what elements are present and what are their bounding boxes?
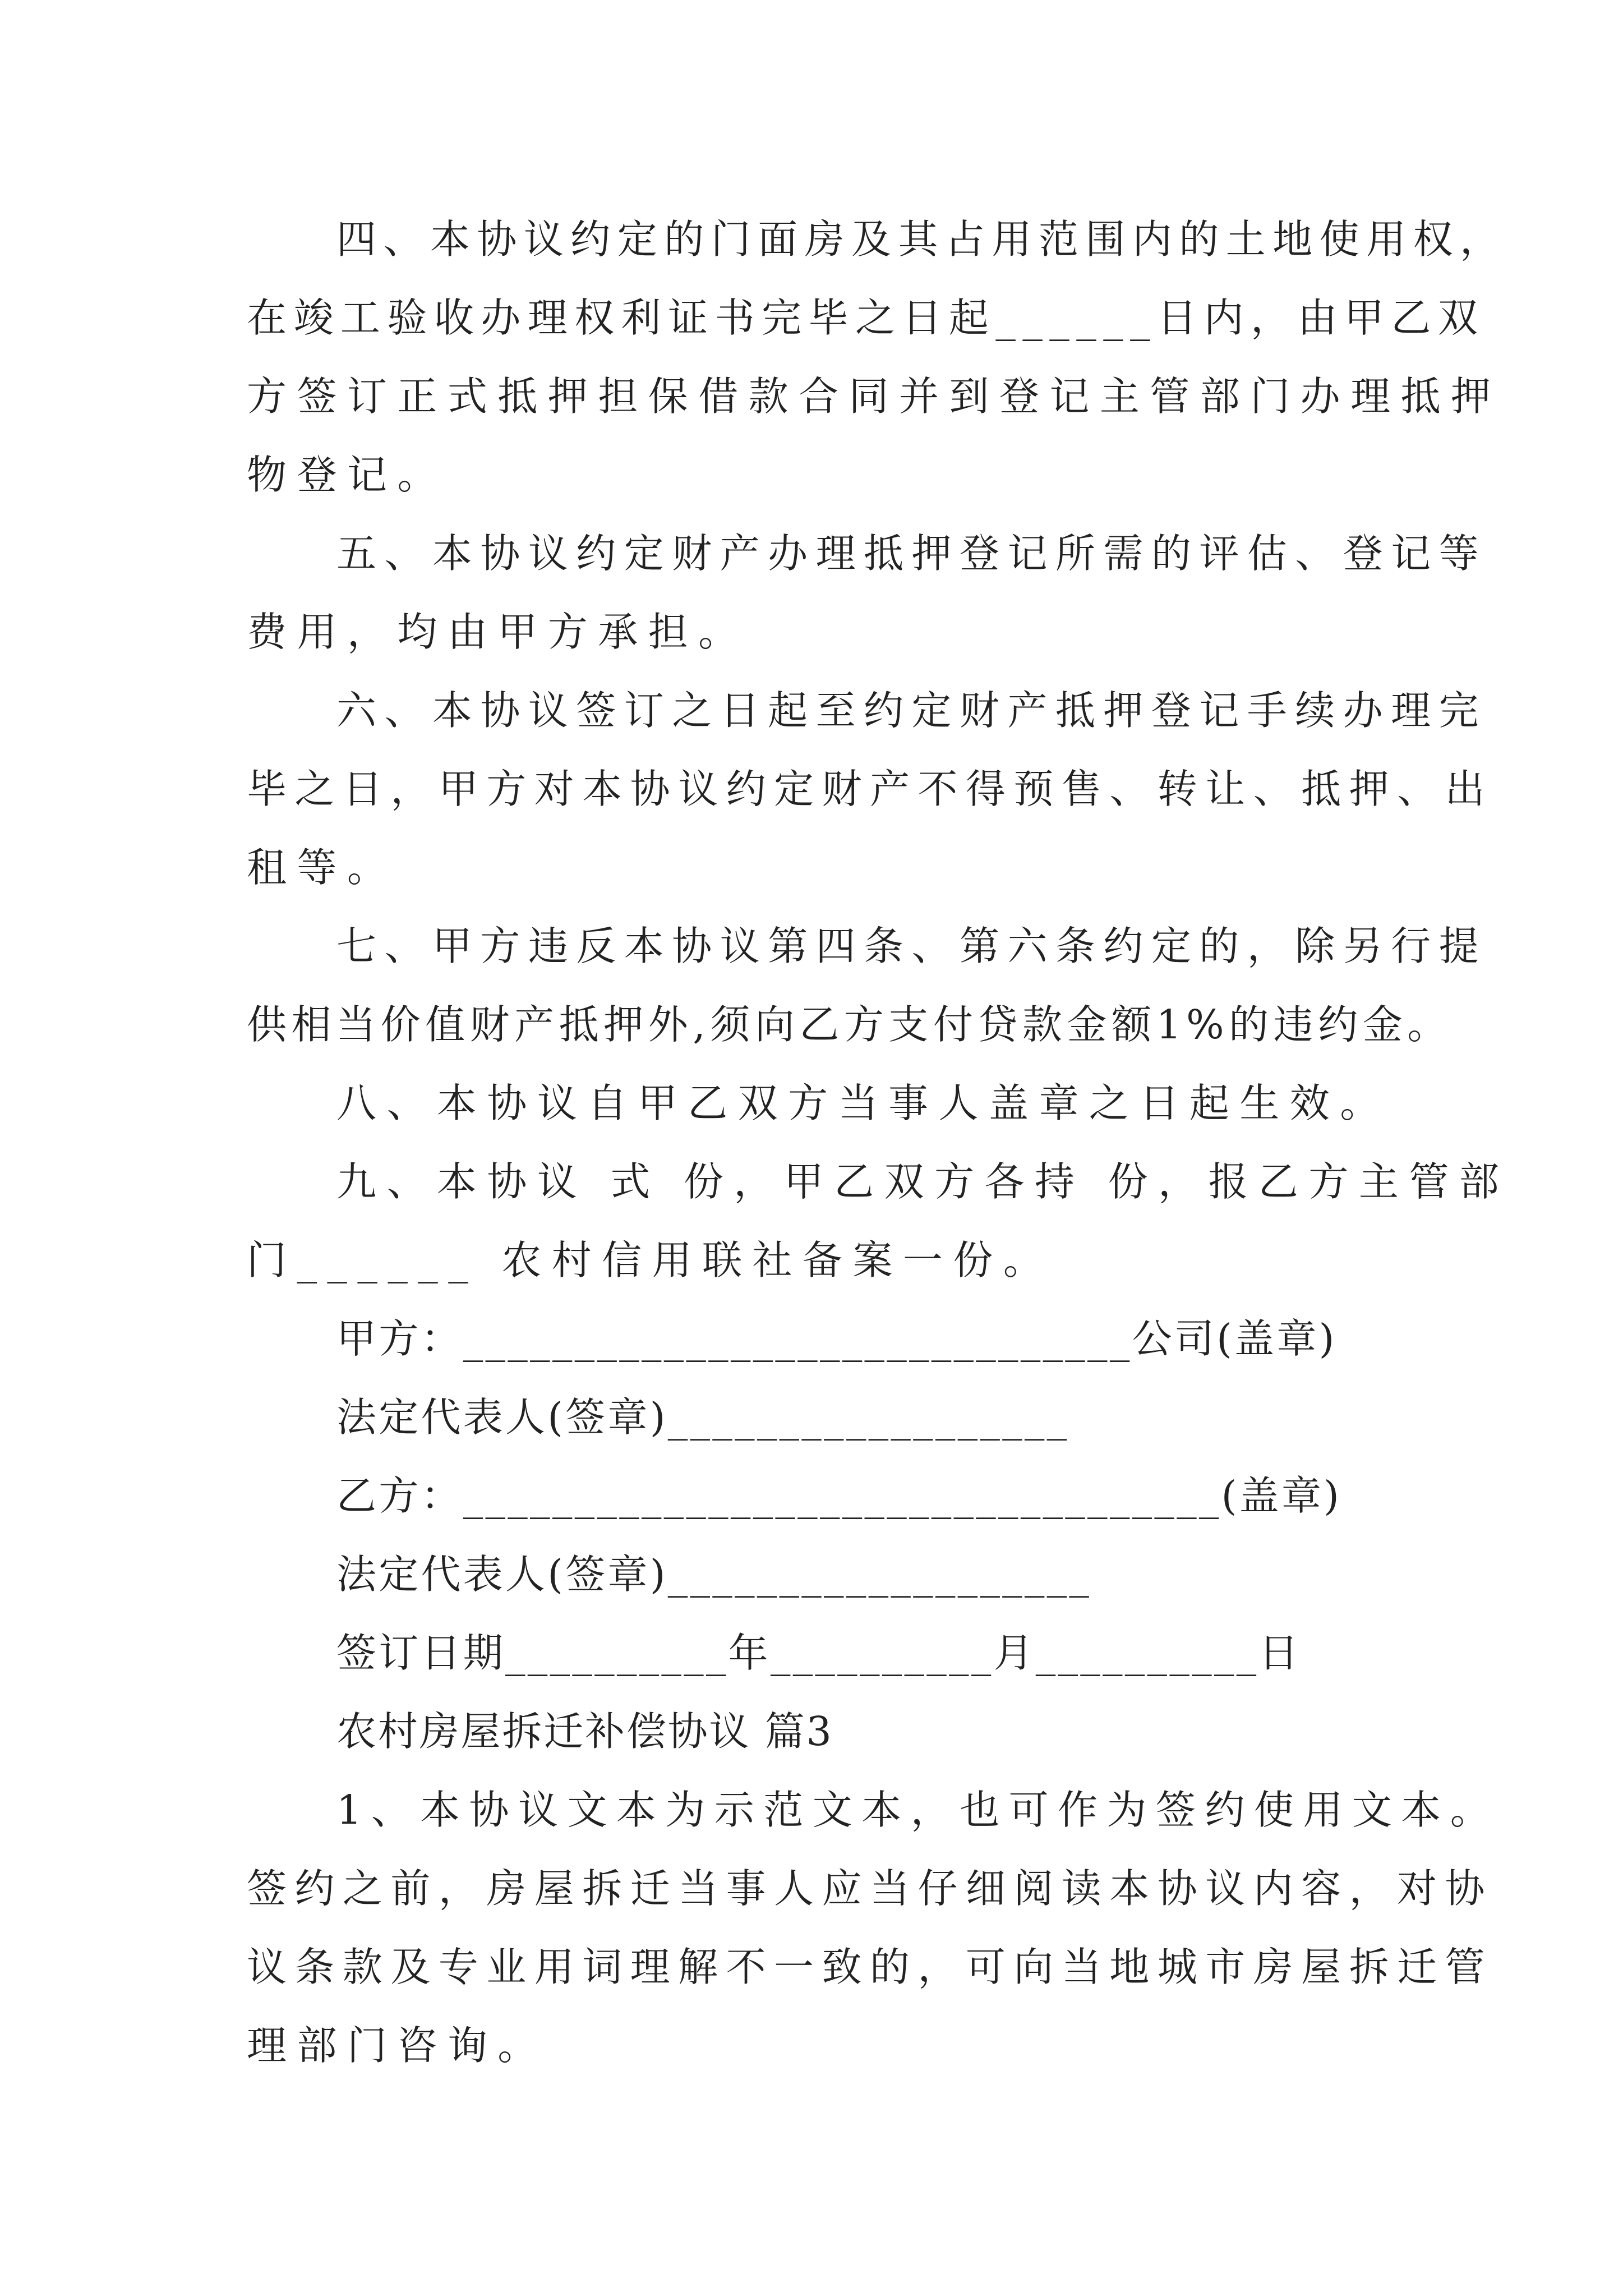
section-heading: 农村房屋拆迁补偿协议 篇3 — [336, 1708, 833, 1755]
text-line: 费用，均由甲方承担。 — [247, 609, 749, 655]
text-line: 五、本协议约定财产办理抵押登记所需的评估、登记等 — [336, 530, 1487, 577]
text-line: 七、甲方违反本协议第四条、第六条约定的，除另行提 — [336, 923, 1487, 969]
text-line: 门______ 农村信用联社备案一份。 — [247, 1237, 1054, 1283]
signature-line: 法定代表人(签章)___________________ — [336, 1551, 1092, 1598]
text-line: 1、本协议文本为示范文本，也可作为签约使用文本。 — [336, 1787, 1500, 1833]
signature-line: 甲方：______________________________公司(盖章) — [336, 1315, 1337, 1362]
text-line: 供相当价值财产抵押外,须向乙方支付贷款金额1%的违约金。 — [247, 1001, 1452, 1048]
signature-line: 法定代表人(签章)__________________ — [336, 1394, 1069, 1441]
signature-date-line: 签订日期__________年__________月__________日 — [336, 1630, 1301, 1676]
text-line: 议条款及专业用词理解不一致的，可向当地城市房屋拆迁管 — [247, 1944, 1493, 1990]
text-line: 九、本协议 式 份，甲乙双方各持 份，报乙方主管部 — [336, 1158, 1510, 1205]
text-line: 毕之日，甲方对本协议约定财产不得预售、转让、抵押、出 — [247, 766, 1493, 812]
text-line: 四、本协议约定的门面房及其占用范围内的土地使用权， — [336, 216, 1507, 263]
text-line: 方签订正式抵押担保借款合同并到登记主管部门办理抵押 — [247, 373, 1501, 420]
text-line: 物登记。 — [247, 452, 448, 498]
text-line: 八、本协议自甲乙双方当事人盖章之日起生效。 — [336, 1080, 1390, 1126]
text-line: 租等。 — [247, 844, 398, 891]
text-line: 六、本协议签订之日起至约定财产抵押登记手续办理完 — [336, 687, 1487, 734]
signature-line: 乙方：__________________________________(盖章) — [336, 1473, 1342, 1519]
text-line: 理部门咨询。 — [247, 2022, 548, 2069]
text-line: 签约之前，房屋拆迁当事人应当仔细阅读本协议内容，对协 — [247, 1865, 1493, 1912]
text-line: 在竣工验收办理权利证书完毕之日起______日内，由甲乙双 — [247, 295, 1485, 341]
